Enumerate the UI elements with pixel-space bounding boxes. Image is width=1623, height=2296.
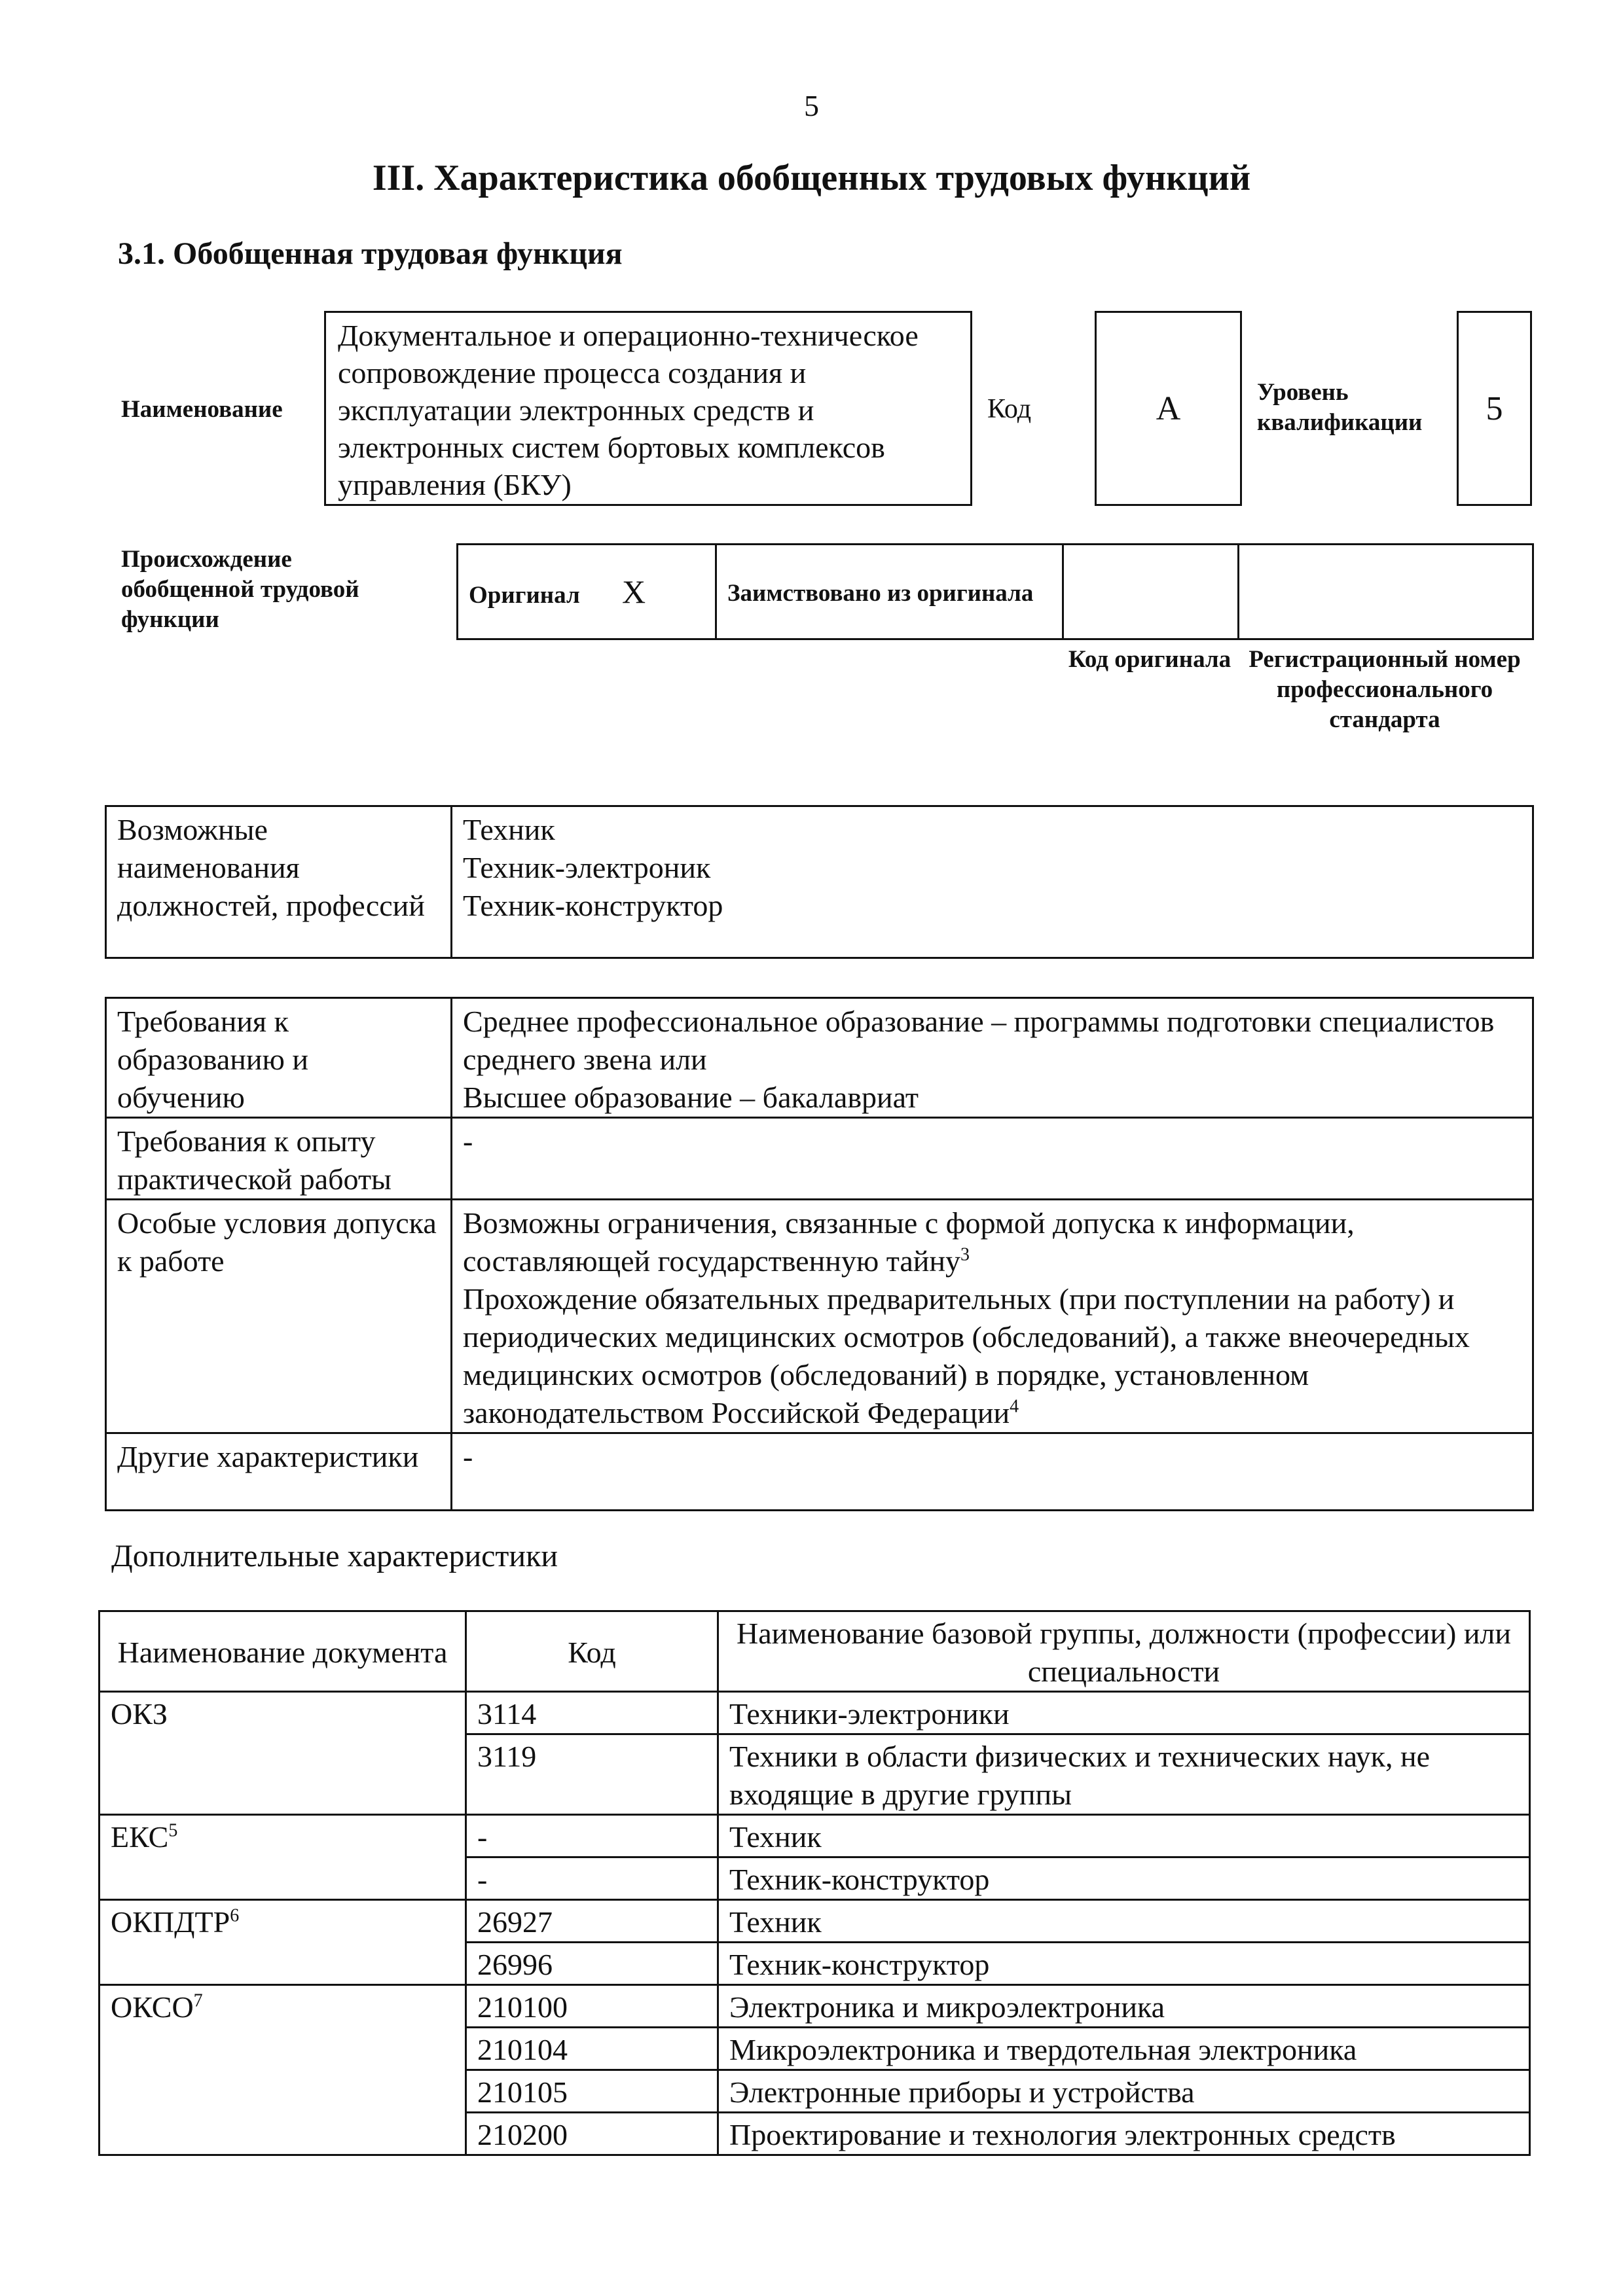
code-cell: 26927	[466, 1900, 718, 1943]
name-cell: Техник-конструктор	[718, 1943, 1530, 1985]
code-cell: 3119	[466, 1734, 718, 1815]
requirement-value: -	[452, 1118, 1533, 1200]
doc-cell	[100, 1815, 466, 1900]
requirement-label: Другие характеристики	[106, 1433, 452, 1511]
name-cell: Электронные приборы и устройства	[718, 2070, 1530, 2113]
column-header: Наименование базовой группы, должности (профессии) или специальности	[718, 1611, 1530, 1692]
table-row	[100, 1900, 1530, 1943]
code-cell: -	[466, 1815, 718, 1857]
position-item: Техник	[463, 813, 555, 846]
requirement-row	[106, 1118, 1533, 1200]
name-cell: Техник	[718, 1900, 1530, 1943]
requirement-text	[463, 1280, 1522, 1432]
code-cell: 210200	[466, 2113, 718, 2155]
level-label: Уровень квалификации	[1257, 379, 1423, 436]
doc-cell	[100, 1692, 466, 1815]
name-cell: Техник-конструктор	[718, 1857, 1530, 1900]
footnote-ref: 4	[1010, 1396, 1019, 1417]
positions-label: Возможные наименования должностей, профессий	[106, 806, 452, 958]
requirement-row	[106, 1433, 1533, 1511]
doc-cell	[100, 1985, 466, 2155]
code-cell: 210104	[466, 2028, 718, 2070]
code-value: А	[1156, 389, 1181, 427]
requirement-label: Требования к опыту практической работы	[106, 1118, 452, 1200]
requirement-text-part: Возможны ограничения, связанные с формой допуска к информации, составляющей государственную тайну	[463, 1206, 1355, 1278]
footnote-ref: 5	[168, 1820, 178, 1841]
function-name-box	[324, 311, 972, 506]
code-cell: 3114	[466, 1692, 718, 1734]
table-row	[100, 1985, 1530, 2028]
function-name-value: Документальное и операционно-техническое сопровождение процесса создания и эксплуатации электронных средств и электронных систем бортовых комплексов управления (БКУ)	[338, 319, 919, 501]
requirements-table	[105, 997, 1534, 1511]
origin-reg-cell	[1239, 545, 1533, 639]
requirement-label: Особые условия допуска к работе	[106, 1200, 452, 1433]
name-cell: Техник	[718, 1815, 1530, 1857]
code-cell: -	[466, 1857, 718, 1900]
name-cell: Проектирование и технология электронных средств	[718, 2113, 1530, 2155]
positions-list	[452, 806, 1533, 958]
code-cell: 26996	[466, 1943, 718, 1985]
requirement-row	[106, 1200, 1533, 1433]
code-label: Код	[987, 394, 1032, 424]
requirement-text-part: Прохождение обязательных предварительных (при поступлении на работу) и периодических медицинских осмотров (обследований), а также внеочередных медицинских осмотров (обследований) в порядке, установленном законодательством Российской Федерации	[463, 1282, 1470, 1429]
name-label: Наименование	[121, 396, 283, 423]
footnote-ref: 3	[960, 1244, 970, 1265]
original-label: Оригинал	[469, 582, 580, 609]
requirement-row	[106, 998, 1533, 1118]
level-box	[1457, 311, 1532, 506]
extra-table	[98, 1610, 1531, 2156]
doc-name: ОКПДТР	[111, 1905, 230, 1939]
doc-name: ЕКС	[111, 1820, 169, 1854]
requirement-text	[463, 1204, 1522, 1280]
extra-title: Дополнительные характеристики	[111, 1539, 558, 1573]
position-item: Техник-электроник	[463, 851, 711, 884]
section-title: III. Характеристика обобщенных трудовых функций	[372, 158, 1251, 198]
name-cell: Техники-электроники	[718, 1692, 1530, 1734]
name-cell: Электроника и микроэлектроника	[718, 1985, 1530, 2028]
table-row	[100, 1692, 1530, 1734]
column-header: Код	[466, 1611, 718, 1692]
footnote-ref: 6	[230, 1905, 240, 1926]
origin-code-cell	[1063, 545, 1239, 639]
origin-label: Происхождение обобщенной трудовой функции	[121, 546, 359, 633]
requirement-text: Высшее образование – бакалавриат	[463, 1081, 919, 1114]
code-box	[1095, 311, 1242, 506]
code-cell: 210105	[466, 2070, 718, 2113]
name-cell: Техники в области физических и технических наук, не входящие в другие группы	[718, 1734, 1530, 1815]
positions-table	[105, 805, 1534, 959]
borrowed-cell	[716, 545, 1063, 639]
origin-original-cell	[458, 545, 716, 639]
reg-number-caption: Регистрационный номер профессионального стандарта	[1249, 646, 1521, 733]
doc-name: ОКСО	[111, 1990, 194, 2024]
requirement-text: Среднее профессиональное образование – программы подготовки специалистов среднего звена или	[463, 1005, 1495, 1076]
code-cell: 210100	[466, 1985, 718, 2028]
origin-table	[456, 543, 1534, 640]
page-number: 5	[804, 89, 819, 122]
level-value: 5	[1486, 389, 1503, 427]
original-mark: Х	[621, 573, 646, 610]
position-item: Техник-конструктор	[463, 889, 723, 922]
requirement-value: -	[452, 1433, 1533, 1511]
footnote-ref: 7	[193, 1990, 203, 2011]
requirement-label: Требования к образованию и обучению	[106, 998, 452, 1118]
column-header: Наименование документа	[100, 1611, 466, 1692]
subsection-title: 3.1. Обобщенная трудовая функция	[118, 236, 623, 271]
doc-cell	[100, 1900, 466, 1985]
table-row	[100, 1815, 1530, 1857]
requirement-value	[452, 998, 1533, 1118]
name-cell: Микроэлектроника и твердотельная электроника	[718, 2028, 1530, 2070]
borrowed-label: Заимствовано из оригинала	[727, 580, 1034, 607]
requirement-value	[452, 1200, 1533, 1433]
doc-name: ОКЗ	[111, 1697, 168, 1731]
code-original-caption: Код оригинала	[1068, 646, 1231, 673]
